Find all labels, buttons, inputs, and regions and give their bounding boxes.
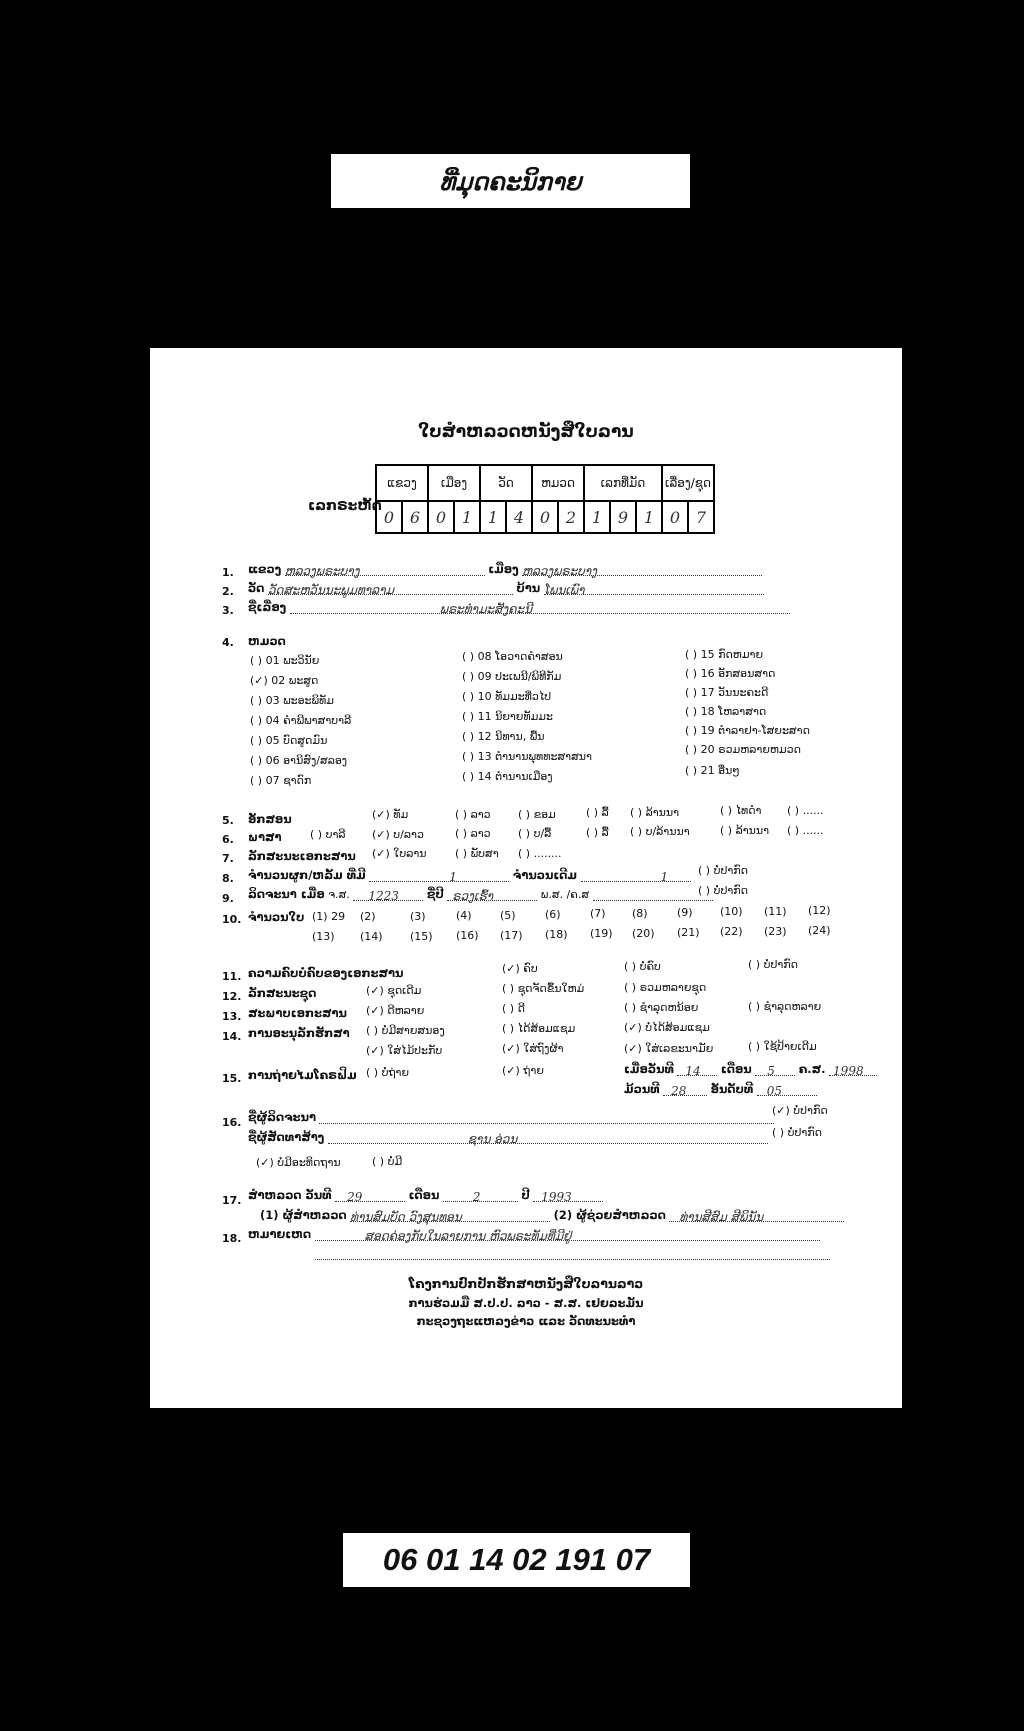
footer-line-2: ການຮ່ວມມື ສ.ປ.ປ. ລາວ - ສ.ສ. ເຢຍລະມັນ <box>408 1296 644 1310</box>
field-label: ຈຳນວນເດີມ <box>512 868 578 882</box>
field-number: 1. <box>222 566 234 579</box>
material-option[interactable]: ( ) ພັບສາ <box>455 847 499 860</box>
leaves-cell: (1) 29 <box>312 910 346 923</box>
field-label: ອັກສອນ <box>248 812 292 826</box>
not-shown-option[interactable]: ( ) ບໍ່ປາກົດ <box>772 1126 822 1139</box>
field-temple-row <box>248 581 764 595</box>
field-donor-row <box>248 1130 768 1144</box>
code-digit: 2 <box>558 501 584 533</box>
field-inscribed-row <box>248 887 713 901</box>
language-option[interactable]: ( ) ...... <box>787 824 824 837</box>
code-digit: 1 <box>454 501 480 533</box>
category-option[interactable]: ( ) 19 ຕຳລາຢາ-ໂສຍະສາດ <box>685 724 810 737</box>
leaves-cell: (3) <box>410 910 426 923</box>
surveyor-value: ທ່ານສົມບັດ ວົງສຸນທອນ <box>350 1210 462 1224</box>
code-label: ເລກຣະຫັດ <box>308 498 382 514</box>
field-number: 13. <box>222 1010 242 1023</box>
year-name-value: ຣວງເຮົ້າ <box>452 889 494 903</box>
leaves-cell: (14) <box>360 930 383 943</box>
field-number: 12. <box>222 990 242 1003</box>
field-number: 18. <box>222 1232 242 1245</box>
language-option[interactable]: ( ) ບ/ລື້ <box>518 827 552 840</box>
conservation-option[interactable]: (✓) ບໍ່ໄດ້ສ້ອມແຊມ <box>624 1021 710 1034</box>
leaves-cell: (23) <box>764 925 787 938</box>
conservation-option[interactable]: ( ) ໃຊ້ປ້າຍເດີມ <box>748 1040 817 1053</box>
script-option[interactable]: ( ) ລ້ານນາ <box>630 806 680 819</box>
remarks-extra-line <box>315 1247 830 1260</box>
field-label: ແຂວງ <box>248 562 282 576</box>
language-option[interactable]: ( ) ລ້ານນາ <box>720 824 770 837</box>
scribe-value-line <box>319 1112 774 1124</box>
mf-roll-line <box>663 1084 707 1096</box>
survey-month-line <box>443 1190 518 1202</box>
mf-year-line <box>829 1064 877 1076</box>
footer-line-1: ໂຄງການປົກປັກຮັກສາຫນັງສືໃບລານລາວ <box>408 1276 644 1291</box>
survey-year-line <box>533 1190 603 1202</box>
survey-year: 1993 <box>541 1190 572 1204</box>
field-label: ບ້ານ <box>516 581 541 595</box>
survey-day-line <box>335 1190 405 1202</box>
category-option[interactable]: ( ) 06 ອານິສົງ/ສລອງ <box>250 754 348 767</box>
leaves-cell: (12) <box>808 904 831 917</box>
language-option[interactable]: ( ) ລາວ <box>455 827 491 840</box>
script-option[interactable]: ( ) ຂອມ <box>518 808 556 821</box>
category-option[interactable]: ( ) 15 ກົດຫມາຍ <box>685 648 764 661</box>
year-name-value-line <box>447 889 537 901</box>
field-label: ຊື່ຜູ້ລິດຈະນາ <box>248 1110 316 1124</box>
field-label: ວັດ <box>248 581 265 595</box>
code-digit: 9 <box>610 501 636 533</box>
survey-day: 29 <box>347 1190 363 1204</box>
field-title-row <box>248 600 790 614</box>
field-number: 9. <box>222 892 234 905</box>
leaves-cell: (10) <box>720 905 743 918</box>
province-value-line <box>285 564 485 576</box>
form-title: ໃບສຳຫລວດຫນັງສືໃບລານ <box>418 422 634 442</box>
village-value-line <box>544 583 764 595</box>
mf-day-line <box>677 1064 717 1076</box>
assistant-value-line <box>669 1210 844 1222</box>
category-option[interactable]: ( ) 12 ນິທານ, ພື້ນ <box>462 730 545 743</box>
completeness-option[interactable]: ( ) ບໍ່ຄົບ <box>624 960 661 973</box>
field-label: ການອະນຸລັກຮັກສາ <box>248 1026 350 1040</box>
dedication-option[interactable]: (✓) ບໍ່ມີອະທິດຖານ <box>256 1156 341 1169</box>
code-header-province: ແຂວງ <box>376 465 428 501</box>
script-option[interactable]: ( ) ໄທດຳ <box>720 804 762 817</box>
bottom-code-label: 06 01 14 02 191 07 <box>343 1533 690 1587</box>
leaves-cell: (8) <box>632 907 648 920</box>
field-label: ຫມາຍເຫດ <box>248 1227 312 1241</box>
field-label: ເມືອງ <box>488 562 519 576</box>
code-header-row <box>376 465 714 501</box>
code-digit: 6 <box>402 501 428 533</box>
code-header-district: ເມືອງ <box>428 465 480 501</box>
language-option[interactable]: (✓) ບ/ລາວ <box>372 828 424 841</box>
field-number: 10. <box>222 913 242 926</box>
surveyor-value-line <box>350 1210 550 1222</box>
field-number: 2. <box>222 585 234 598</box>
category-option[interactable]: ( ) 07 ຊາດົກ <box>250 774 312 787</box>
field-label: ເດືອນ <box>720 1062 752 1076</box>
category-option[interactable]: ( ) 17 ວັນນະຄະດີ <box>685 686 769 699</box>
code-header-category: ຫມວດ <box>532 465 584 501</box>
fascicles-value: 1 <box>449 870 457 884</box>
conservation-option[interactable]: (✓) ໃສ່ເລຂະນາມັຍ <box>624 1042 714 1055</box>
completeness-option[interactable]: ( ) ບໍ່ປາກົດ <box>748 958 798 971</box>
leaves-cell: (5) <box>500 909 516 922</box>
field-label: (2) ຜູ້ຊ່ວຍສຳຫລວດ <box>553 1208 666 1222</box>
category-option[interactable]: ( ) 18 ໂຫລາສາດ <box>685 705 767 718</box>
year-value: 1223 <box>368 889 399 903</box>
set-option[interactable]: ( ) ຊຸດຈັດຂຶ້ນໃຫມ່ <box>502 982 585 995</box>
leaves-cell: (6) <box>545 908 561 921</box>
leaves-cell: (15) <box>410 930 433 943</box>
field-label: ລິດຈະນາ ເມື່ອ <box>248 887 325 901</box>
category-option[interactable]: ( ) 01 ພະວິນັຍ <box>250 654 320 667</box>
field-label: ຊື່ປີ <box>426 887 444 901</box>
code-digit: 0 <box>532 501 558 533</box>
fascicles-value-line <box>369 870 509 882</box>
remarks-value: ສອດຄ່ອງກັບໃນລາຍການ ຫົວພຣະທັມທີ່ມີຢູ່ <box>364 1229 572 1243</box>
script-option[interactable]: (✓) ທັມ <box>372 808 409 821</box>
code-digit: 1 <box>584 501 610 533</box>
field-label: ຊື່ຜູ້ສັດທາສ້າງ <box>248 1130 325 1144</box>
code-header-story: ເລື່ອງ/ຊຸດ <box>662 465 714 501</box>
mf-month-line <box>755 1064 795 1076</box>
field-number: 16. <box>222 1116 242 1129</box>
field-number: 8. <box>222 872 234 885</box>
field-label: ຄ.ສ. <box>798 1062 826 1076</box>
category-option[interactable]: ( ) 14 ຕຳນານເມືອງ <box>462 770 553 783</box>
category-option[interactable]: ( ) 20 ຣວມຫລາຍຫມວດ <box>685 743 801 756</box>
script-option[interactable]: ( ) ລື້ <box>586 806 609 819</box>
field-survey-date-row <box>248 1188 603 1202</box>
script-option[interactable]: ( ) ...... <box>787 804 824 817</box>
leaves-cell: (21) <box>677 926 700 939</box>
language-option[interactable]: ( ) ລື້ <box>586 826 609 839</box>
be-ce-line <box>593 889 713 901</box>
field-label: ຊື່ເລື່ອງ <box>248 600 287 614</box>
field-surveyors-row <box>260 1208 844 1222</box>
category-option[interactable]: ( ) 10 ທັມມະທີ່ວໄປ <box>462 690 552 703</box>
material-option[interactable]: (✓) ໃບລານ <box>372 847 427 860</box>
field-label: ຄວາມຄົບບໍ່ຄົບຂອງເອກະສານ <box>248 966 404 980</box>
leaves-cell: (11) <box>764 905 787 918</box>
category-option[interactable]: ( ) 21 ອື່ນໆ <box>685 764 740 777</box>
leaves-cell: (18) <box>545 928 568 941</box>
original-value: 1 <box>660 870 669 884</box>
field-label: ປີ <box>521 1188 530 1202</box>
assistant-value: ທ່ານສີສົມ ສີພິນັນ <box>679 1210 764 1224</box>
condition-option[interactable]: (✓) ດີຫລາຍ <box>366 1004 425 1017</box>
field-scribe-row <box>248 1110 774 1124</box>
field-province-row <box>248 562 762 576</box>
code-digit: 0 <box>662 501 688 533</box>
field-label: ເດືອນ <box>408 1188 440 1202</box>
leaves-cell: (2) <box>360 910 376 923</box>
title-value: ພຣະທຳມະສັງຄະນີ <box>439 602 533 616</box>
header-label: ທີ່ມຸດຄະນິກາຍ <box>331 154 690 208</box>
field-number: 17. <box>222 1194 242 1207</box>
code-header-bundle: ເລກທີ່ມັດ <box>584 465 662 501</box>
microfilm-option[interactable]: ( ) ບໍ່ຖ່າຍ <box>366 1066 410 1079</box>
code-digit: 1 <box>480 501 506 533</box>
donor-value-line <box>328 1132 768 1144</box>
category-option[interactable]: ( ) 13 ຕຳນານພຸທທະສາສນາ <box>462 750 592 763</box>
field-label: ລັກສະນະຊຸດ <box>248 986 317 1000</box>
leaves-cell: (22) <box>720 925 743 938</box>
category-option[interactable]: ( ) 04 ຄຳພີພາສາບາລີ <box>250 714 352 727</box>
code-digit: 0 <box>376 501 402 533</box>
category-option[interactable]: ( ) 09 ປະເພນີ/ພິທີກັມ <box>462 670 562 683</box>
leaves-cell: (9) <box>677 906 693 919</box>
conservation-option[interactable]: (✓) ໃສ່ໄມ້ປະກັບ <box>366 1044 443 1057</box>
leaves-cell: (17) <box>500 929 523 942</box>
leaves-cell: (24) <box>808 924 831 937</box>
survey-form-card <box>150 348 902 1408</box>
field-remarks-row <box>248 1227 820 1241</box>
district-value: ຫລວງພຣະບາງ <box>522 564 597 578</box>
microfilm-option[interactable]: (✓) ຖ່າຍ <box>502 1064 544 1077</box>
donor-value: ຊານ ອ່ວນ <box>467 1132 518 1146</box>
condition-option[interactable]: ( ) ຊຳລຸດຫນ້ອຍ <box>624 1001 699 1014</box>
category-option[interactable]: ( ) 05 ບົດສູດມົນ <box>250 734 328 747</box>
leaves-cell: (20) <box>632 927 655 940</box>
mf-year: 1998 <box>833 1064 864 1078</box>
leaves-cell: (4) <box>456 909 472 922</box>
survey-month: 2 <box>472 1190 481 1204</box>
code-digit: 0 <box>428 501 454 533</box>
remarks-value-line <box>315 1229 820 1241</box>
temple-value-line <box>268 583 513 595</box>
condition-option[interactable]: ( ) ດີ <box>502 1002 525 1015</box>
code-table <box>375 464 715 534</box>
set-option[interactable]: ( ) ຣວມຫລາຍຊຸດ <box>624 981 707 994</box>
microfilm-date-row <box>624 1062 877 1076</box>
era-prefix: ຈ.ສ. <box>328 888 350 901</box>
field-number: 3. <box>222 604 234 617</box>
script-option[interactable]: ( ) ລາວ <box>455 808 491 821</box>
field-number: 14. <box>222 1030 242 1043</box>
remarks-blank-line <box>315 1248 830 1260</box>
field-number: 15. <box>222 1072 242 1085</box>
field-number: 4. <box>222 636 234 649</box>
field-number: 5. <box>222 814 234 827</box>
temple-value: ວັດສະຫວັນນະພູມທາລາມ <box>267 583 394 597</box>
field-label: ສະພາບເອກະສານ <box>248 1006 347 1020</box>
field-label: ມ້ວນທີ <box>624 1082 660 1096</box>
set-option[interactable]: (✓) ຊຸດເດີມ <box>366 984 422 997</box>
leaves-cell: (19) <box>590 927 613 940</box>
field-label: ພາສາ <box>248 830 282 844</box>
not-shown-option[interactable]: (✓) ບໍ່ປາກົດ <box>772 1104 828 1117</box>
mf-day: 14 <box>685 1064 701 1078</box>
mf-month: 5 <box>767 1064 775 1078</box>
conservation-option[interactable]: ( ) ໄດ້ສ້ອມແຊມ <box>502 1022 576 1035</box>
microfilm-roll-row <box>624 1082 817 1096</box>
code-digit-row <box>376 501 714 533</box>
field-number: 7. <box>222 852 234 865</box>
category-option[interactable]: ( ) 11 ນິຍາຍທັມມະ <box>462 710 553 723</box>
field-label: ຫມວດ <box>248 634 286 648</box>
code-digit: 1 <box>636 501 662 533</box>
village-value: ໂພນເພົາ <box>543 583 585 597</box>
material-option[interactable]: ( ) ........ <box>518 847 562 860</box>
not-shown-option[interactable]: ( ) ບໍ່ປາກົດ <box>698 884 748 897</box>
mf-roll: 28 <box>671 1084 687 1098</box>
category-option[interactable]: ( ) 08 ໂອວາດຄຳສອນ <box>462 650 563 663</box>
province-value: ຫລວງພຣະບາງ <box>284 564 360 578</box>
field-label: ເມື່ອວັນທີ <box>624 1062 674 1076</box>
code-digit: 4 <box>506 501 532 533</box>
footer-line-3: ກະຊວງຖະແຫລງຂ່າວ ແລະ ວັດທະນະທຳ <box>416 1314 636 1328</box>
leaves-cell: (13) <box>312 930 335 943</box>
field-number: 11. <box>222 970 242 983</box>
original-value-line <box>581 870 691 882</box>
category-option[interactable]: (✓) 02 ພະສູດ <box>250 674 319 687</box>
field-label: ຈຳນວນໃບ <box>248 910 305 924</box>
mf-order-line <box>757 1084 817 1096</box>
code-digit: 7 <box>688 501 714 533</box>
completeness-option[interactable]: (✓) ຄົບ <box>502 962 538 975</box>
code-header-temple: ວັດ <box>480 465 532 501</box>
field-label: ພ.ສ. /ຄ.ສ <box>540 888 590 901</box>
year-value-line <box>353 889 423 901</box>
condition-option[interactable]: ( ) ຊຳລຸດຫລາຍ <box>748 1000 822 1013</box>
district-value-line <box>522 564 762 576</box>
field-label: ສຳຫລວດ ວັນທີ <box>248 1188 332 1202</box>
dedication-option[interactable]: ( ) ບໍ່ມີ <box>372 1155 403 1168</box>
not-shown-option[interactable]: ( ) ບໍ່ປາກົດ <box>698 864 748 877</box>
conservation-option[interactable]: ( ) ບໍ່ມີສາຍສນອງ <box>366 1024 445 1037</box>
title-value-line <box>290 602 790 614</box>
conservation-option[interactable]: (✓) ໃສ່ຖົງຜ້າ <box>502 1042 564 1055</box>
language-option[interactable]: ( ) ບາລີ <box>310 828 346 841</box>
field-label: ອັນດັບທີ <box>710 1082 754 1096</box>
field-label: ຈຳນວນຜູກ/ຫລັ້ມ ທີ່ມີ <box>248 868 366 882</box>
leaves-cell: (16) <box>456 929 479 942</box>
language-option[interactable]: ( ) ບ/ລ້ານນາ <box>630 825 690 838</box>
mf-order: 05 <box>766 1084 783 1098</box>
field-number: 6. <box>222 833 234 846</box>
leaves-cell: (7) <box>590 907 606 920</box>
field-label: ລັກສະນະເອກະສານ <box>248 849 356 863</box>
field-fascicles-row <box>248 868 691 882</box>
category-option[interactable]: ( ) 03 ພະອະພິທັມ <box>250 694 334 707</box>
category-option[interactable]: ( ) 16 ອັກສອນສາດ <box>685 667 776 680</box>
field-label: (1) ຜູ້ສຳຫລວດ <box>260 1208 347 1222</box>
field-label: ການຖ່າຍໄມໂຄຣຟິມ <box>248 1068 357 1082</box>
